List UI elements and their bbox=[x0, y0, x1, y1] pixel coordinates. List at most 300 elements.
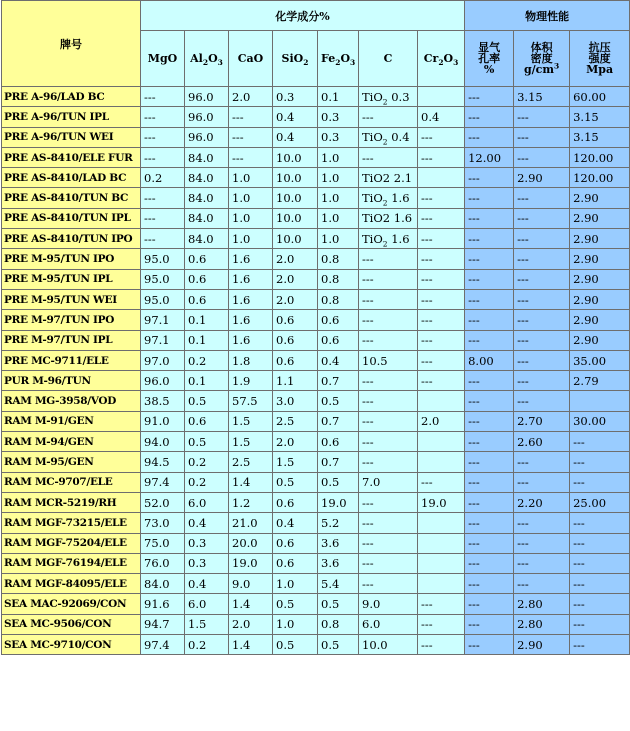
fe2o3-cell: 19.0 bbox=[318, 492, 359, 512]
porosity-cell: --- bbox=[465, 391, 514, 411]
cao-cell: 1.5 bbox=[229, 432, 273, 452]
table-row bbox=[2, 188, 630, 208]
brand-cell: PRE AS-8410/TUN IPO bbox=[2, 229, 141, 249]
col-header-fe2o3: $Fe_2O_3$ bbox=[318, 31, 359, 87]
strength-cell: --- bbox=[570, 452, 630, 472]
table-row bbox=[2, 147, 630, 167]
strength-cell: --- bbox=[570, 513, 630, 533]
fe2o3-cell: 0.6 bbox=[318, 330, 359, 350]
strength-cell: --- bbox=[570, 533, 630, 553]
al2o3-cell: 96.0 bbox=[185, 107, 229, 127]
cao-cell: 1.8 bbox=[229, 350, 273, 370]
al2o3-cell: 6.0 bbox=[185, 492, 229, 512]
porosity-cell: --- bbox=[465, 229, 514, 249]
sio2-cell: 0.6 bbox=[273, 533, 318, 553]
table-row bbox=[2, 492, 630, 512]
porosity-cell: --- bbox=[465, 310, 514, 330]
cr2o3-cell bbox=[418, 533, 465, 553]
sio2-cell: 1.0 bbox=[273, 574, 318, 594]
table-row bbox=[2, 127, 630, 147]
al2o3-cell: 96.0 bbox=[185, 127, 229, 147]
fe2o3-cell: 0.3 bbox=[318, 127, 359, 147]
strength-cell: 2.90 bbox=[570, 269, 630, 289]
porosity-cell: --- bbox=[465, 208, 514, 228]
brand-cell: RAM MC-9707/ELE bbox=[2, 472, 141, 492]
table-row bbox=[2, 168, 630, 188]
cr2o3-cell bbox=[418, 168, 465, 188]
cao-cell: 1.0 bbox=[229, 188, 273, 208]
strength-cell: 2.90 bbox=[570, 289, 630, 309]
cao-cell: 21.0 bbox=[229, 513, 273, 533]
sio2-cell: 10.0 bbox=[273, 208, 318, 228]
brand-cell: PUR M-96/TUN bbox=[2, 371, 141, 391]
cr2o3-cell: --- bbox=[418, 127, 465, 147]
strength-cell: 2.90 bbox=[570, 330, 630, 350]
c-cell: --- bbox=[359, 492, 418, 512]
density-cell: --- bbox=[514, 472, 570, 492]
porosity-cell: --- bbox=[465, 635, 514, 655]
fe2o3-cell: 1.0 bbox=[318, 188, 359, 208]
brand-cell: SEA MC-9710/CON bbox=[2, 635, 141, 655]
mgo-cell: 84.0 bbox=[141, 574, 185, 594]
cr2o3-cell: --- bbox=[418, 472, 465, 492]
brand-cell: RAM MGF-73215/ELE bbox=[2, 513, 141, 533]
cr2o3-cell bbox=[418, 553, 465, 573]
density-cell: --- bbox=[514, 107, 570, 127]
strength-cell: 3.15 bbox=[570, 107, 630, 127]
al2o3-cell: 96.0 bbox=[185, 87, 229, 107]
cr2o3-cell bbox=[418, 432, 465, 452]
density-cell: --- bbox=[514, 330, 570, 350]
cao-cell: 1.4 bbox=[229, 472, 273, 492]
col-header-bulk-density: 体积 密度 $g/cm^3$ bbox=[514, 31, 570, 87]
col-header-sio2: SiO$_2$ bbox=[273, 31, 318, 87]
porosity-cell: --- bbox=[465, 594, 514, 614]
strength-cell: 3.15 bbox=[570, 127, 630, 147]
density-cell: --- bbox=[514, 391, 570, 411]
cr2o3-cell: 0.4 bbox=[418, 107, 465, 127]
brand-cell: RAM MGF-84095/ELE bbox=[2, 574, 141, 594]
al2o3-cell: 0.3 bbox=[185, 553, 229, 573]
cao-cell: 1.6 bbox=[229, 289, 273, 309]
cao-cell: 1.9 bbox=[229, 371, 273, 391]
c-cell: 6.0 bbox=[359, 614, 418, 634]
mgo-cell: 94.7 bbox=[141, 614, 185, 634]
sio2-cell: 0.5 bbox=[273, 635, 318, 655]
al2o3-cell: 84.0 bbox=[185, 208, 229, 228]
al2o3-cell: 84.0 bbox=[185, 188, 229, 208]
al2o3-cell: 0.6 bbox=[185, 411, 229, 431]
al2o3-cell: 0.1 bbox=[185, 310, 229, 330]
table-body bbox=[2, 87, 630, 655]
sio2-cell: 0.5 bbox=[273, 472, 318, 492]
c-cell: --- bbox=[359, 432, 418, 452]
sio2-cell: 1.1 bbox=[273, 371, 318, 391]
brand-cell: PRE M-97/TUN IPL bbox=[2, 330, 141, 350]
fe2o3-cell: 0.5 bbox=[318, 391, 359, 411]
sio2-cell: 10.0 bbox=[273, 188, 318, 208]
porosity-cell: --- bbox=[465, 432, 514, 452]
brand-cell: PRE M-95/TUN IPO bbox=[2, 249, 141, 269]
cr2o3-cell: --- bbox=[418, 350, 465, 370]
cr2o3-cell: --- bbox=[418, 269, 465, 289]
mgo-cell: 38.5 bbox=[141, 391, 185, 411]
c-cell: --- bbox=[359, 147, 418, 167]
sio2-cell: 2.0 bbox=[273, 269, 318, 289]
fe2o3-cell: 1.0 bbox=[318, 168, 359, 188]
sio2-cell: 2.5 bbox=[273, 411, 318, 431]
cao-cell: 1.6 bbox=[229, 310, 273, 330]
mgo-cell: 96.0 bbox=[141, 371, 185, 391]
sio2-cell: 0.4 bbox=[273, 513, 318, 533]
porosity-cell: --- bbox=[465, 553, 514, 573]
porosity-cell: 12.00 bbox=[465, 147, 514, 167]
porosity-cell: --- bbox=[465, 249, 514, 269]
col-header-c: C bbox=[359, 31, 418, 87]
porosity-cell: 8.00 bbox=[465, 350, 514, 370]
strength-cell bbox=[570, 391, 630, 411]
cr2o3-cell: --- bbox=[418, 371, 465, 391]
mgo-cell: --- bbox=[141, 188, 185, 208]
mgo-cell: 91.6 bbox=[141, 594, 185, 614]
porosity-cell: --- bbox=[465, 614, 514, 634]
al2o3-cell: 0.1 bbox=[185, 330, 229, 350]
table-row bbox=[2, 330, 630, 350]
fe2o3-cell: 0.8 bbox=[318, 289, 359, 309]
sio2-cell: 10.0 bbox=[273, 168, 318, 188]
c-cell: TiO$_2$ 1.6 bbox=[359, 229, 418, 249]
sio2-cell: 0.6 bbox=[273, 350, 318, 370]
cao-cell: 1.6 bbox=[229, 249, 273, 269]
c-cell: --- bbox=[359, 371, 418, 391]
porosity-cell: --- bbox=[465, 168, 514, 188]
density-cell: --- bbox=[514, 574, 570, 594]
density-cell: --- bbox=[514, 147, 570, 167]
cao-cell: 20.0 bbox=[229, 533, 273, 553]
table-row bbox=[2, 229, 630, 249]
fe2o3-cell: 5.2 bbox=[318, 513, 359, 533]
sio2-cell: 2.0 bbox=[273, 289, 318, 309]
c-cell: 7.0 bbox=[359, 472, 418, 492]
sio2-cell: 2.0 bbox=[273, 432, 318, 452]
porosity-cell: --- bbox=[465, 188, 514, 208]
col-header-mgo: MgO bbox=[141, 31, 185, 87]
physical-properties-header: 物理性能 bbox=[465, 1, 630, 31]
density-cell: --- bbox=[514, 533, 570, 553]
porosity-cell: --- bbox=[465, 472, 514, 492]
table-row bbox=[2, 614, 630, 634]
fe2o3-cell: 0.3 bbox=[318, 107, 359, 127]
fe2o3-cell: 0.6 bbox=[318, 310, 359, 330]
table-row bbox=[2, 553, 630, 573]
al2o3-cell: 84.0 bbox=[185, 147, 229, 167]
mgo-cell: --- bbox=[141, 147, 185, 167]
porosity-cell: --- bbox=[465, 411, 514, 431]
density-cell: --- bbox=[514, 289, 570, 309]
mgo-cell: 95.0 bbox=[141, 249, 185, 269]
c-cell: --- bbox=[359, 107, 418, 127]
porosity-cell: --- bbox=[465, 574, 514, 594]
sio2-cell: 0.4 bbox=[273, 107, 318, 127]
fe2o3-cell: 0.5 bbox=[318, 594, 359, 614]
mgo-cell: 95.0 bbox=[141, 269, 185, 289]
mgo-cell: 52.0 bbox=[141, 492, 185, 512]
cr2o3-cell bbox=[418, 574, 465, 594]
strength-cell: --- bbox=[570, 472, 630, 492]
table-row bbox=[2, 411, 630, 431]
brand-column-header: 牌号 bbox=[2, 1, 141, 87]
col-header-cao: CaO bbox=[229, 31, 273, 87]
strength-cell: --- bbox=[570, 432, 630, 452]
cao-cell: 2.0 bbox=[229, 87, 273, 107]
mgo-cell: --- bbox=[141, 127, 185, 147]
sio2-cell: 0.4 bbox=[273, 127, 318, 147]
density-cell: --- bbox=[514, 350, 570, 370]
porosity-cell: --- bbox=[465, 269, 514, 289]
porosity-cell: --- bbox=[465, 452, 514, 472]
table-row bbox=[2, 208, 630, 228]
c-cell: TiO$_2$ 0.4 bbox=[359, 127, 418, 147]
brand-cell: PRE M-95/TUN IPL bbox=[2, 269, 141, 289]
cr2o3-cell: --- bbox=[418, 614, 465, 634]
cao-cell: 9.0 bbox=[229, 574, 273, 594]
strength-cell: 35.00 bbox=[570, 350, 630, 370]
fe2o3-cell: 1.0 bbox=[318, 208, 359, 228]
mgo-cell: --- bbox=[141, 107, 185, 127]
fe2o3-cell: 1.0 bbox=[318, 147, 359, 167]
fe2o3-cell: 0.8 bbox=[318, 269, 359, 289]
sio2-cell: 0.6 bbox=[273, 310, 318, 330]
cr2o3-cell: --- bbox=[418, 188, 465, 208]
density-cell: 2.70 bbox=[514, 411, 570, 431]
brand-cell: RAM M-95/GEN bbox=[2, 452, 141, 472]
density-cell: --- bbox=[514, 269, 570, 289]
cao-cell: 1.0 bbox=[229, 208, 273, 228]
c-cell: --- bbox=[359, 533, 418, 553]
c-cell: --- bbox=[359, 452, 418, 472]
density-cell: 2.80 bbox=[514, 594, 570, 614]
strength-cell: --- bbox=[570, 614, 630, 634]
brand-cell: RAM MCR-5219/RH bbox=[2, 492, 141, 512]
sio2-cell: 10.0 bbox=[273, 229, 318, 249]
cao-cell: 1.6 bbox=[229, 269, 273, 289]
mgo-cell: 0.2 bbox=[141, 168, 185, 188]
mgo-cell: 91.0 bbox=[141, 411, 185, 431]
mgo-cell: 97.1 bbox=[141, 310, 185, 330]
mgo-cell: 73.0 bbox=[141, 513, 185, 533]
table-row bbox=[2, 635, 630, 655]
table-row bbox=[2, 87, 630, 107]
cr2o3-cell bbox=[418, 452, 465, 472]
density-cell: 2.60 bbox=[514, 432, 570, 452]
cr2o3-cell: --- bbox=[418, 594, 465, 614]
brand-cell: PRE AS-8410/ELE FUR bbox=[2, 147, 141, 167]
fe2o3-cell: 0.1 bbox=[318, 87, 359, 107]
cao-cell: --- bbox=[229, 127, 273, 147]
cao-cell: 1.5 bbox=[229, 411, 273, 431]
mgo-cell: --- bbox=[141, 87, 185, 107]
strength-cell: --- bbox=[570, 574, 630, 594]
density-cell: --- bbox=[514, 310, 570, 330]
sio2-cell: 1.0 bbox=[273, 614, 318, 634]
brand-cell: PRE AS-8410/TUN BC bbox=[2, 188, 141, 208]
c-cell: TiO2 1.6 bbox=[359, 208, 418, 228]
mgo-cell: 94.5 bbox=[141, 452, 185, 472]
c-cell: 9.0 bbox=[359, 594, 418, 614]
cao-cell: 1.6 bbox=[229, 330, 273, 350]
c-cell: --- bbox=[359, 553, 418, 573]
al2o3-cell: 0.4 bbox=[185, 513, 229, 533]
table-row bbox=[2, 452, 630, 472]
cr2o3-cell: --- bbox=[418, 249, 465, 269]
cr2o3-cell: --- bbox=[418, 208, 465, 228]
table-row bbox=[2, 472, 630, 492]
fe2o3-cell: 0.7 bbox=[318, 452, 359, 472]
porosity-cell: --- bbox=[465, 513, 514, 533]
mgo-cell: 97.0 bbox=[141, 350, 185, 370]
mgo-cell: --- bbox=[141, 208, 185, 228]
strength-cell: 120.00 bbox=[570, 168, 630, 188]
porosity-cell: --- bbox=[465, 533, 514, 553]
al2o3-cell: 0.5 bbox=[185, 391, 229, 411]
fe2o3-cell: 0.5 bbox=[318, 635, 359, 655]
strength-cell: 2.90 bbox=[570, 310, 630, 330]
cr2o3-cell: 2.0 bbox=[418, 411, 465, 431]
fe2o3-cell: 0.4 bbox=[318, 350, 359, 370]
al2o3-cell: 84.0 bbox=[185, 168, 229, 188]
al2o3-cell: 0.2 bbox=[185, 635, 229, 655]
strength-cell: 2.90 bbox=[570, 208, 630, 228]
density-cell: --- bbox=[514, 371, 570, 391]
al2o3-cell: 0.4 bbox=[185, 574, 229, 594]
mgo-cell: 94.0 bbox=[141, 432, 185, 452]
cao-cell: 1.0 bbox=[229, 168, 273, 188]
al2o3-cell: 0.5 bbox=[185, 432, 229, 452]
cr2o3-cell bbox=[418, 391, 465, 411]
brand-cell: RAM M-94/GEN bbox=[2, 432, 141, 452]
cr2o3-cell bbox=[418, 87, 465, 107]
fe2o3-cell: 0.5 bbox=[318, 472, 359, 492]
brand-cell: PRE M-97/TUN IPO bbox=[2, 310, 141, 330]
al2o3-cell: 84.0 bbox=[185, 229, 229, 249]
porosity-cell: --- bbox=[465, 87, 514, 107]
col-header-compressive-strength: 抗压 强度 Mpa bbox=[570, 31, 630, 87]
c-cell: 10.0 bbox=[359, 635, 418, 655]
fe2o3-cell: 0.8 bbox=[318, 614, 359, 634]
cr2o3-cell: --- bbox=[418, 289, 465, 309]
chemical-composition-header: 化学成分% bbox=[141, 1, 465, 31]
al2o3-cell: 0.2 bbox=[185, 350, 229, 370]
brand-cell: PRE M-95/TUN WEI bbox=[2, 289, 141, 309]
table-row bbox=[2, 432, 630, 452]
strength-cell: 2.79 bbox=[570, 371, 630, 391]
table-row bbox=[2, 310, 630, 330]
strength-cell: 30.00 bbox=[570, 411, 630, 431]
brand-cell: PRE AS-8410/LAD BC bbox=[2, 168, 141, 188]
table-row bbox=[2, 269, 630, 289]
sio2-cell: 0.6 bbox=[273, 330, 318, 350]
sio2-cell: 0.6 bbox=[273, 492, 318, 512]
mgo-cell: 97.4 bbox=[141, 635, 185, 655]
sio2-cell: 0.6 bbox=[273, 553, 318, 573]
brand-cell: PRE A-96/TUN IPL bbox=[2, 107, 141, 127]
cr2o3-cell: --- bbox=[418, 310, 465, 330]
fe2o3-cell: 5.4 bbox=[318, 574, 359, 594]
density-cell: --- bbox=[514, 249, 570, 269]
strength-cell: 60.00 bbox=[570, 87, 630, 107]
strength-cell: --- bbox=[570, 594, 630, 614]
cr2o3-cell: --- bbox=[418, 330, 465, 350]
density-cell: --- bbox=[514, 188, 570, 208]
c-cell: --- bbox=[359, 513, 418, 533]
c-cell: --- bbox=[359, 574, 418, 594]
brand-cell: RAM MG-3958/VOD bbox=[2, 391, 141, 411]
cr2o3-cell bbox=[418, 513, 465, 533]
density-cell: 3.15 bbox=[514, 87, 570, 107]
c-cell: --- bbox=[359, 330, 418, 350]
c-cell: --- bbox=[359, 269, 418, 289]
cao-cell: 1.2 bbox=[229, 492, 273, 512]
brand-cell: RAM M-91/GEN bbox=[2, 411, 141, 431]
c-cell: --- bbox=[359, 249, 418, 269]
fe2o3-cell: 0.7 bbox=[318, 411, 359, 431]
fe2o3-cell: 0.8 bbox=[318, 249, 359, 269]
sio2-cell: 0.3 bbox=[273, 87, 318, 107]
al2o3-cell: 0.6 bbox=[185, 249, 229, 269]
brand-cell: PRE MC-9711/ELE bbox=[2, 350, 141, 370]
c-cell: TiO$_2$ 1.6 bbox=[359, 188, 418, 208]
c-cell: --- bbox=[359, 391, 418, 411]
density-cell: --- bbox=[514, 229, 570, 249]
mgo-cell: 97.4 bbox=[141, 472, 185, 492]
brand-cell: SEA MAC-92069/CON bbox=[2, 594, 141, 614]
brand-cell: SEA MC-9506/CON bbox=[2, 614, 141, 634]
col-header-al2o3: $Al_2O_3$ bbox=[185, 31, 229, 87]
al2o3-cell: 6.0 bbox=[185, 594, 229, 614]
brand-cell: PRE A-96/TUN WEI bbox=[2, 127, 141, 147]
brand-cell: RAM MGF-75204/ELE bbox=[2, 533, 141, 553]
al2o3-cell: 0.2 bbox=[185, 452, 229, 472]
al2o3-cell: 0.1 bbox=[185, 371, 229, 391]
table-row bbox=[2, 594, 630, 614]
brand-cell: RAM MGF-76194/ELE bbox=[2, 553, 141, 573]
table-row bbox=[2, 574, 630, 594]
col-header-cr2o3: $Cr_2O_3$ bbox=[418, 31, 465, 87]
al2o3-cell: 0.6 bbox=[185, 289, 229, 309]
strength-cell: 2.90 bbox=[570, 249, 630, 269]
cao-cell: 1.0 bbox=[229, 229, 273, 249]
sio2-cell: 1.5 bbox=[273, 452, 318, 472]
table-row bbox=[2, 249, 630, 269]
density-cell: 2.80 bbox=[514, 614, 570, 634]
cao-cell: 1.4 bbox=[229, 635, 273, 655]
porosity-cell: --- bbox=[465, 107, 514, 127]
al2o3-cell: 0.2 bbox=[185, 472, 229, 492]
cao-cell: 2.0 bbox=[229, 614, 273, 634]
density-cell: --- bbox=[514, 127, 570, 147]
porosity-cell: --- bbox=[465, 289, 514, 309]
al2o3-cell: 0.6 bbox=[185, 269, 229, 289]
strength-cell: 25.00 bbox=[570, 492, 630, 512]
sio2-cell: 3.0 bbox=[273, 391, 318, 411]
table-row bbox=[2, 391, 630, 411]
mgo-cell: 76.0 bbox=[141, 553, 185, 573]
c-cell: TiO2 2.1 bbox=[359, 168, 418, 188]
density-cell: 2.90 bbox=[514, 635, 570, 655]
cao-cell: --- bbox=[229, 147, 273, 167]
strength-cell: --- bbox=[570, 553, 630, 573]
cao-cell: 57.5 bbox=[229, 391, 273, 411]
